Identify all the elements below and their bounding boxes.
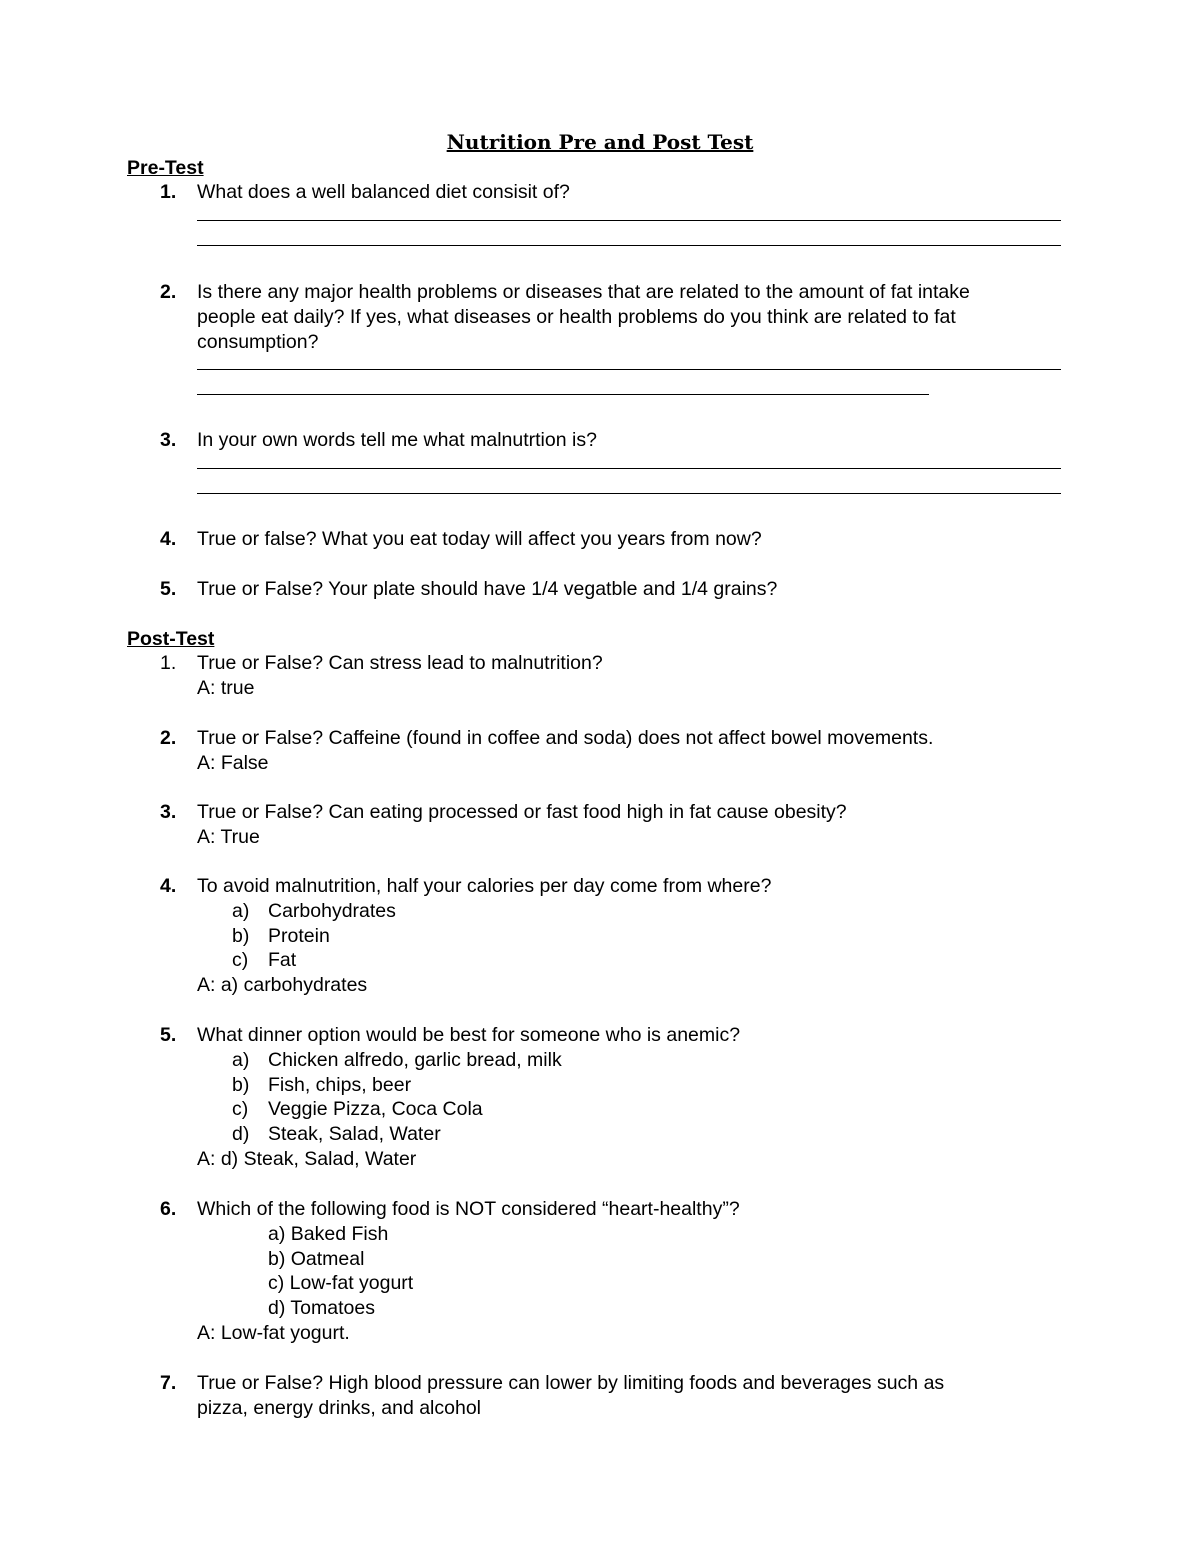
answer-blank-line[interactable] xyxy=(197,468,1061,469)
question-number: 7. xyxy=(160,1372,177,1394)
question-number: 4. xyxy=(160,875,177,897)
answer-blank-line[interactable] xyxy=(197,245,1061,246)
answer-blank-line[interactable] xyxy=(197,394,929,395)
question-text: True or false? What you eat today will affect you years from now? xyxy=(197,528,762,550)
question-text: True or False? Caffeine (found in coffee and soda) does not affect bowel movements. xyxy=(197,727,934,749)
option-item[interactable] xyxy=(0,1296,1200,1321)
question-number: 3. xyxy=(160,429,177,451)
question-number: 2. xyxy=(160,727,177,749)
answer-blank-line[interactable] xyxy=(197,369,1061,370)
answer-text: A: Low-fat yogurt. xyxy=(197,1321,350,1344)
question-text: What dinner option would be best for someone who is anemic? xyxy=(197,1024,741,1046)
option-text: Steak, Salad, Water xyxy=(268,1123,441,1146)
option-text: d) Tomatoes xyxy=(268,1297,375,1320)
option-text: Veggie Pizza, Coca Cola xyxy=(268,1098,483,1121)
pre-question-5 xyxy=(0,577,1200,602)
option-letter: b) xyxy=(232,924,250,947)
post-question-2 xyxy=(0,726,1200,776)
answer-blank-line[interactable] xyxy=(197,220,1061,221)
option-letter: a) xyxy=(232,1048,250,1071)
question-text: pizza, energy drinks, and alcohol xyxy=(197,1396,481,1419)
answer-text: A: d) Steak, Salad, Water xyxy=(197,1147,417,1170)
answer-text: A: true xyxy=(197,676,255,699)
question-text: Is there any major health problems or diseases that are related to the amount of fat intake xyxy=(197,281,970,303)
pre-question-1 xyxy=(0,180,1200,254)
question-text: True or False? High blood pressure can lower by limiting foods and beverages such as xyxy=(197,1372,945,1394)
option-item[interactable] xyxy=(0,1097,1200,1122)
post-test-heading: Post-Test xyxy=(127,628,215,650)
question-number: 1. xyxy=(160,652,177,674)
answer-blank-line[interactable] xyxy=(197,493,1061,494)
question-text: True or False? Can eating processed or fast food high in fat cause obesity? xyxy=(197,801,847,823)
option-text: b) Oatmeal xyxy=(268,1247,365,1270)
question-number: 4. xyxy=(160,528,177,550)
option-text: Fish, chips, beer xyxy=(268,1073,412,1096)
option-text: Carbohydrates xyxy=(268,899,396,922)
question-number: 2. xyxy=(160,281,177,303)
option-item[interactable] xyxy=(0,1073,1200,1098)
option-text: Chicken alfredo, garlic bread, milk xyxy=(268,1048,562,1071)
option-item[interactable] xyxy=(0,1122,1200,1147)
question-number: 5. xyxy=(160,578,177,600)
option-letter: d) xyxy=(232,1123,250,1146)
post-question-4 xyxy=(0,874,1200,998)
question-text: What does a well balanced diet consisit of? xyxy=(197,181,570,203)
option-text: Fat xyxy=(268,949,297,972)
question-number: 1. xyxy=(160,181,177,203)
option-item[interactable] xyxy=(0,924,1200,949)
page-title: Nutrition Pre and Post Test xyxy=(446,130,754,154)
answer-text: A: a) carbohydrates xyxy=(197,974,368,997)
pre-question-4 xyxy=(0,527,1200,552)
option-item[interactable] xyxy=(0,1222,1200,1247)
option-letter: b) xyxy=(232,1073,250,1096)
post-question-1 xyxy=(0,651,1200,701)
option-item[interactable] xyxy=(0,899,1200,924)
option-item[interactable] xyxy=(0,1247,1200,1272)
question-number: 6. xyxy=(160,1198,177,1220)
pre-question-3 xyxy=(0,428,1200,502)
pre-test-heading: Pre-Test xyxy=(127,157,204,179)
option-text: c) Low-fat yogurt xyxy=(268,1272,414,1295)
question-text: True or False? Can stress lead to malnutrition? xyxy=(197,652,603,674)
option-item[interactable] xyxy=(0,1048,1200,1073)
option-letter: a) xyxy=(232,899,250,922)
question-number: 5. xyxy=(160,1024,177,1046)
option-text: a) Baked Fish xyxy=(268,1222,389,1245)
option-item[interactable] xyxy=(0,1271,1200,1296)
question-text: In your own words tell me what malnutrtion is? xyxy=(197,429,597,451)
answer-text: A: True xyxy=(197,825,260,848)
option-item[interactable] xyxy=(0,948,1200,973)
post-question-7 xyxy=(0,1371,1200,1421)
option-text: Protein xyxy=(268,924,330,947)
post-question-5 xyxy=(0,1023,1200,1172)
answer-text: A: False xyxy=(197,751,269,774)
post-question-3 xyxy=(0,800,1200,850)
question-text: people eat daily? If yes, what diseases or health problems do you think are related to fat xyxy=(197,305,956,328)
question-text: consumption? xyxy=(197,330,319,353)
post-question-6 xyxy=(0,1197,1200,1346)
option-letter: c) xyxy=(232,949,249,972)
option-letter: c) xyxy=(232,1098,249,1121)
question-text: True or False? Your plate should have 1/4 vegatble and 1/4 grains? xyxy=(197,578,778,600)
question-text: Which of the following food is NOT considered “heart-healthy”? xyxy=(197,1198,740,1220)
pre-question-2 xyxy=(0,280,1200,404)
question-number: 3. xyxy=(160,801,177,823)
question-text: To avoid malnutrition, half your calories per day come from where? xyxy=(197,875,772,897)
